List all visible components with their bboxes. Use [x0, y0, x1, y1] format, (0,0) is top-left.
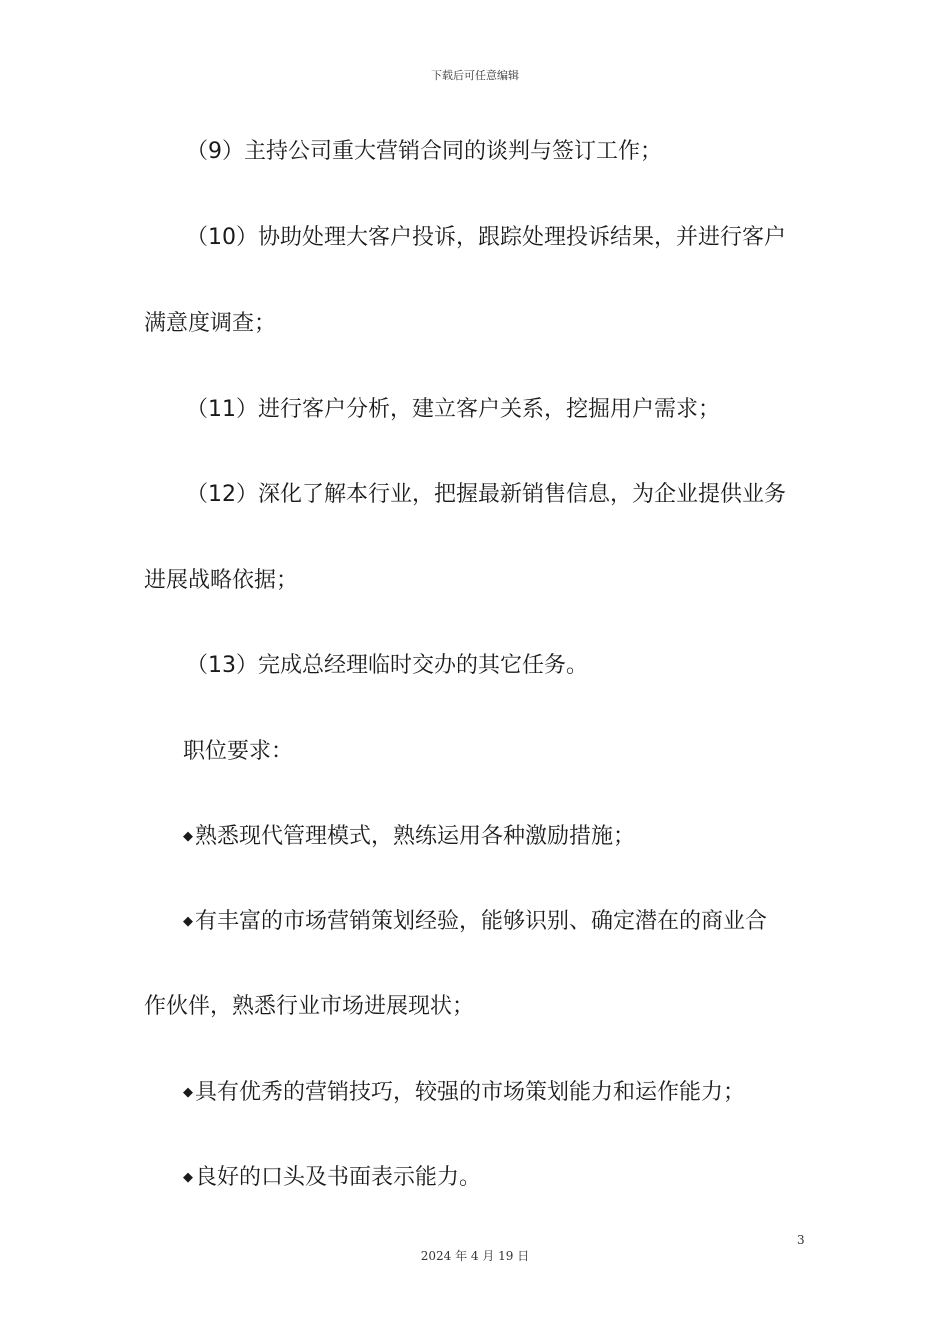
duty-item-10-line-2: 满意度调查； — [144, 311, 277, 336]
duty-item-12-line-1: （12）深化了解本行业，把握最新销售信息，为企业提供业务 — [186, 482, 786, 507]
duty-item-11: （11）进行客户分析，建立客户关系，挖掘用户需求； — [186, 397, 720, 422]
diamond-bullet-icon: ◆ — [183, 1085, 193, 1100]
diamond-bullet-icon: ◆ — [183, 829, 193, 844]
duty-item-12-line-2: 进展战略依据； — [144, 568, 299, 593]
diamond-bullet-icon: ◆ — [183, 1170, 193, 1185]
requirements-heading: 职位要求： — [183, 739, 294, 764]
duty-item-10-line-1: （10）协助处理大客户投诉，跟踪处理投诉结果，并进行客户 — [186, 225, 786, 250]
requirement-item-4 — [183, 1162, 853, 1197]
requirement-text: 具有优秀的营销技巧，较强的市场策划能力和运作能力； — [195, 1080, 746, 1105]
requirement-text: 有丰富的市场营销策划经验，能够识别、确定潜在的商业合 — [195, 909, 768, 934]
header-note: 下载后可任意编辑 — [431, 69, 519, 82]
requirement-item-2-line-1 — [183, 906, 853, 941]
requirement-item-2-line-2: 作伙伴，熟悉行业市场进展现状； — [144, 994, 475, 1019]
duty-item-9: （9）主持公司重大营销合同的谈判与签订工作； — [186, 139, 662, 164]
requirement-item-3 — [183, 1077, 853, 1112]
requirement-text: 熟悉现代管理模式，熟练运用各种激励措施； — [195, 824, 636, 849]
page-number: 3 — [797, 1233, 805, 1247]
requirement-text: 良好的口头及书面表示能力。 — [195, 1165, 482, 1190]
duty-item-13: （13）完成总经理临时交办的其它任务。 — [186, 653, 588, 678]
diamond-bullet-icon: ◆ — [183, 914, 193, 929]
requirement-item-1 — [183, 821, 853, 856]
footer-date: 2024 年 4 月 19 日 — [420, 1249, 530, 1263]
